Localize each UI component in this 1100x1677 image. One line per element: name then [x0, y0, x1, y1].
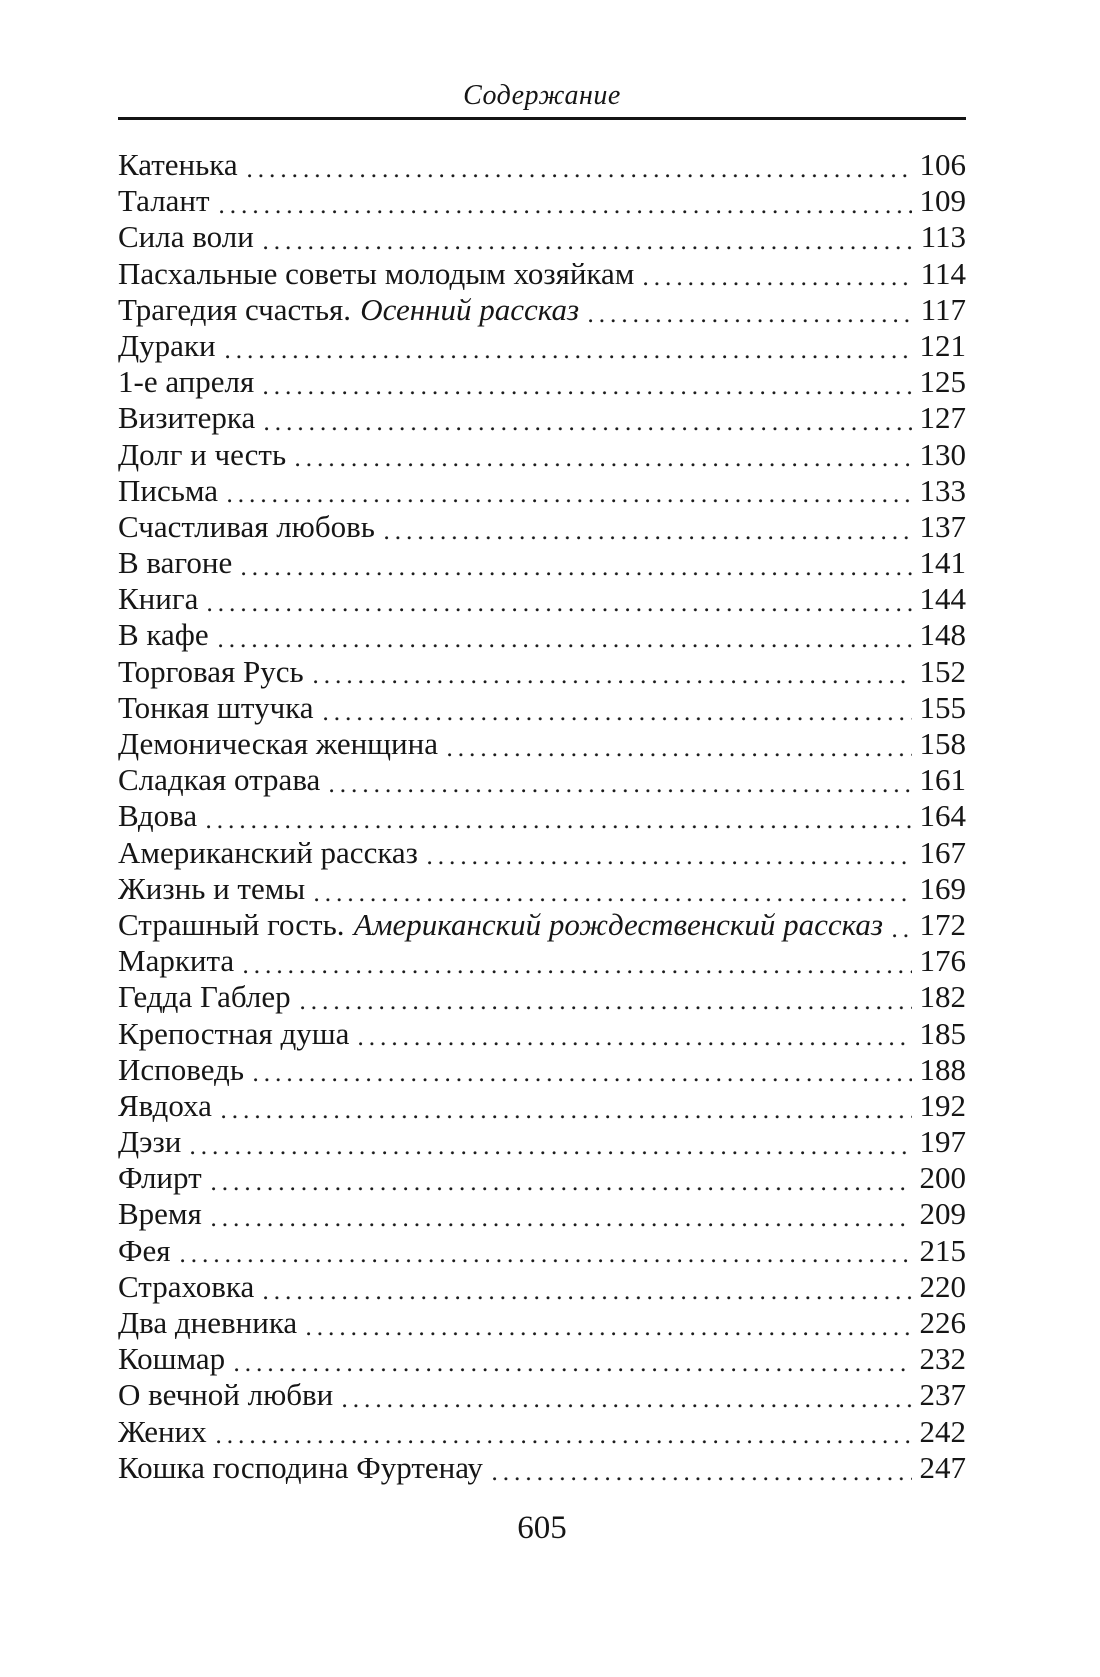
page-folio-number: 605 — [517, 1509, 567, 1546]
toc-entry — [118, 219, 966, 255]
toc-entry-title-text: Крепостная душа — [118, 1015, 350, 1051]
header-rule — [118, 117, 966, 120]
dotted-leader — [220, 210, 912, 214]
toc-entry-title — [118, 1305, 297, 1341]
dotted-leader — [493, 1477, 912, 1481]
book-page — [118, 0, 966, 1546]
toc-entry-page-number: 161 — [919, 762, 966, 798]
toc-entry-title — [118, 1233, 171, 1269]
toc-entry — [118, 907, 966, 943]
toc-entry — [118, 509, 966, 545]
toc-entry-page-number: 152 — [919, 653, 966, 689]
toc-entry-page-number: 125 — [919, 364, 966, 400]
toc-entry-title — [118, 1450, 483, 1486]
toc-entry-title-text: Сила воли — [118, 219, 254, 255]
toc-entry — [118, 1269, 966, 1305]
toc-entry-page-number: 141 — [919, 545, 966, 581]
toc-entry — [118, 690, 966, 726]
toc-entry-title — [118, 545, 232, 581]
dotted-leader — [644, 282, 912, 286]
toc-entry-title — [118, 979, 291, 1015]
dotted-leader — [264, 246, 913, 250]
dotted-leader — [296, 463, 911, 467]
toc-entry — [118, 1016, 966, 1052]
toc-entry — [118, 183, 966, 219]
toc-entry — [118, 1124, 966, 1160]
toc-entry — [118, 1088, 966, 1124]
dotted-leader — [212, 1187, 912, 1191]
toc-entry-page-number: 237 — [919, 1377, 966, 1413]
toc-entry-title — [118, 1016, 349, 1052]
toc-entry-title — [118, 581, 198, 617]
toc-entry — [118, 292, 966, 328]
toc-entry-page-number: 169 — [919, 870, 966, 906]
toc-entry — [118, 473, 966, 509]
page-header-title: Содержание — [463, 80, 621, 111]
toc-entry-title — [118, 1414, 207, 1450]
toc-entry-title-text: Страховка — [118, 1268, 255, 1304]
toc-entry-title — [118, 690, 314, 726]
toc-entry-title-text: Сладкая отрава — [118, 762, 321, 798]
toc-entry — [118, 1160, 966, 1196]
toc-entry-page-number: 247 — [919, 1449, 966, 1485]
toc-entry-title-text: В кафе — [118, 617, 209, 653]
toc-entry-title — [118, 726, 438, 762]
toc-entry-title — [118, 654, 304, 690]
toc-entry-title-text: Письма — [118, 472, 219, 508]
toc-entry-title-text: Демоническая женщина — [118, 726, 438, 761]
toc-entry-title — [118, 509, 375, 545]
toc-entry-title-text: Дураки — [118, 327, 216, 363]
toc-entry-page-number: 176 — [919, 943, 966, 979]
toc-entry-title — [118, 1160, 202, 1196]
dotted-leader — [359, 1042, 911, 1046]
toc-entry-title — [118, 147, 238, 183]
toc-entry — [118, 1450, 966, 1486]
toc-entry-title — [118, 617, 209, 653]
toc-entry — [118, 147, 966, 183]
toc-entry — [118, 437, 966, 473]
toc-entry-title — [118, 1088, 212, 1124]
toc-entry-title — [118, 437, 286, 473]
toc-entry — [118, 1377, 966, 1413]
toc-entry-title-text: Американский рассказ — [118, 834, 418, 870]
toc-entry-title-text: В вагоне — [118, 545, 233, 581]
toc-entry — [118, 654, 966, 690]
toc-entry — [118, 1305, 966, 1341]
dotted-leader — [244, 970, 911, 974]
toc-entry-page-number: 130 — [919, 436, 966, 472]
toc-entry-page-number: 144 — [919, 581, 966, 617]
toc-entry-title-text: Гедда Габлер — [118, 979, 291, 1015]
toc-entry-title-text: Два дневника — [118, 1305, 298, 1340]
toc-entry-page-number: 226 — [919, 1305, 966, 1340]
toc-entry-page-number: 192 — [919, 1087, 966, 1123]
toc-entry-page-number: 167 — [919, 834, 966, 870]
toc-entry-title-text: Жених — [118, 1413, 207, 1449]
toc-list — [118, 147, 966, 1486]
toc-entry-page-number: 197 — [919, 1124, 966, 1160]
toc-entry-title — [118, 1052, 244, 1088]
dotted-leader — [307, 1332, 911, 1336]
toc-entry-title-text: Трагедия счастья. — [118, 291, 351, 327]
dotted-leader — [217, 1440, 912, 1444]
toc-entry-title — [118, 943, 234, 979]
toc-entry — [118, 581, 966, 617]
toc-entry-title-text: Кошмар — [118, 1341, 226, 1377]
toc-entry-subtitle-italic: Американский рождественский рассказ — [353, 906, 883, 942]
dotted-leader — [242, 572, 911, 576]
toc-entry — [118, 979, 966, 1015]
toc-entry-title — [118, 400, 255, 436]
dotted-leader — [235, 1368, 911, 1372]
toc-entry-title — [118, 1124, 181, 1160]
toc-entry-title-text: Кошка господина Фуртенау — [118, 1449, 483, 1485]
toc-entry-page-number: 182 — [919, 979, 966, 1015]
toc-entry-page-number: 127 — [919, 400, 966, 436]
toc-entry-title — [118, 1377, 333, 1413]
toc-entry-title — [118, 256, 634, 292]
toc-entry-title-text: Торговая Русь — [118, 653, 304, 689]
dotted-leader — [385, 536, 912, 540]
toc-entry-page-number: 133 — [919, 472, 966, 508]
dotted-leader — [181, 1259, 912, 1263]
toc-entry-title — [118, 762, 320, 798]
toc-entry-title — [118, 473, 218, 509]
toc-entry-title-text: Фея — [118, 1232, 171, 1268]
dotted-leader — [212, 1223, 912, 1227]
toc-entry-page-number: 114 — [920, 255, 966, 291]
toc-entry — [118, 835, 966, 871]
toc-entry — [118, 545, 966, 581]
dotted-leader — [265, 427, 911, 431]
toc-entry-page-number: 121 — [919, 327, 966, 363]
toc-entry-page-number: 242 — [919, 1413, 966, 1449]
toc-entry — [118, 943, 966, 979]
toc-entry-title-text: Исповедь — [118, 1051, 244, 1087]
toc-entry-title-text: Талант — [118, 183, 210, 219]
toc-entry-page-number: 220 — [919, 1268, 966, 1304]
toc-entry — [118, 256, 966, 292]
toc-entry — [118, 726, 966, 762]
dotted-leader — [208, 608, 911, 612]
toc-entry-title — [118, 835, 418, 871]
toc-entry-page-number: 137 — [919, 508, 966, 544]
toc-entry-title — [118, 798, 197, 834]
toc-entry-title-text: Визитерка — [118, 400, 256, 436]
toc-entry-subtitle-italic: Осенний рассказ — [360, 291, 580, 327]
toc-entry — [118, 1052, 966, 1088]
toc-entry-page-number: 215 — [919, 1232, 966, 1268]
toc-entry-page-number: 164 — [919, 798, 966, 834]
toc-entry-title-text: Пасхальные советы молодым хозяйкам — [118, 255, 635, 291]
toc-entry-title — [118, 183, 210, 219]
dotted-leader — [315, 898, 911, 902]
dotted-leader — [248, 174, 912, 178]
dotted-leader — [301, 1006, 912, 1010]
toc-entry — [118, 762, 966, 798]
toc-entry-page-number: 172 — [919, 906, 966, 942]
toc-entry-title-text: Страшный гость. — [118, 906, 345, 942]
toc-entry-page-number: 232 — [919, 1341, 966, 1377]
dotted-leader — [589, 319, 913, 323]
dotted-leader — [428, 861, 912, 865]
toc-entry-title-text: Время — [118, 1196, 202, 1232]
toc-entry-title-text: Флирт — [118, 1160, 202, 1196]
dotted-leader — [893, 934, 912, 938]
toc-entry-title-text: Катенька — [118, 147, 238, 182]
dotted-leader — [191, 1151, 911, 1155]
toc-entry — [118, 617, 966, 653]
toc-entry-page-number: 106 — [919, 147, 966, 182]
dotted-leader — [228, 499, 911, 503]
toc-entry — [118, 1341, 966, 1377]
dotted-leader — [448, 753, 912, 757]
toc-entry-title — [118, 219, 254, 255]
toc-entry — [118, 1414, 966, 1450]
toc-entry-title — [118, 871, 305, 907]
toc-entry-title-text: Дэзи — [118, 1124, 182, 1160]
toc-entry — [118, 871, 966, 907]
toc-entry-title — [118, 1269, 254, 1305]
toc-entry-title-text: Долг и честь — [118, 436, 287, 472]
toc-entry-title — [118, 1196, 202, 1232]
toc-entry-title-text: Счастливая любовь — [118, 508, 375, 544]
toc-entry-title-text: Явдоха — [118, 1087, 212, 1123]
toc-entry-page-number: 148 — [919, 617, 966, 653]
toc-entry — [118, 1233, 966, 1269]
dotted-leader — [314, 680, 912, 684]
toc-entry-page-number: 188 — [919, 1051, 966, 1087]
toc-entry-title — [118, 364, 254, 400]
toc-entry-title-text: Книга — [118, 581, 199, 617]
toc-entry-title-text: Вдова — [118, 798, 198, 834]
toc-entry-title-text: О вечной любви — [118, 1377, 334, 1413]
toc-entry — [118, 1196, 966, 1232]
toc-entry-page-number: 155 — [919, 689, 966, 725]
toc-entry-page-number: 209 — [919, 1196, 966, 1232]
dotted-leader — [343, 1404, 911, 1408]
toc-entry-title-text: 1-е апреля — [118, 364, 255, 400]
toc-entry — [118, 328, 966, 364]
toc-entry-title — [118, 328, 216, 364]
dotted-leader — [207, 825, 911, 829]
dotted-leader — [264, 391, 911, 395]
toc-entry — [118, 364, 966, 400]
dotted-leader — [222, 1115, 912, 1119]
dotted-leader — [330, 789, 911, 793]
toc-entry-page-number: 113 — [920, 219, 966, 255]
toc-entry-title — [118, 292, 579, 328]
toc-entry-title-text: Жизнь и темы — [118, 870, 306, 906]
dotted-leader — [264, 1296, 911, 1300]
toc-entry — [118, 798, 966, 834]
toc-entry-page-number: 117 — [920, 291, 966, 327]
toc-entry-page-number: 185 — [919, 1015, 966, 1051]
dotted-leader — [254, 1078, 912, 1082]
toc-entry-title-text: Маркита — [118, 943, 235, 979]
dotted-leader — [324, 717, 912, 721]
dotted-leader — [219, 644, 912, 648]
toc-entry-page-number: 109 — [919, 183, 966, 219]
toc-entry-title — [118, 1341, 225, 1377]
toc-entry — [118, 400, 966, 436]
dotted-leader — [226, 355, 912, 359]
toc-entry-page-number: 158 — [919, 726, 966, 761]
toc-entry-page-number: 200 — [919, 1160, 966, 1196]
toc-entry-title-text: Тонкая штучка — [118, 689, 314, 725]
toc-entry-title — [118, 907, 883, 943]
